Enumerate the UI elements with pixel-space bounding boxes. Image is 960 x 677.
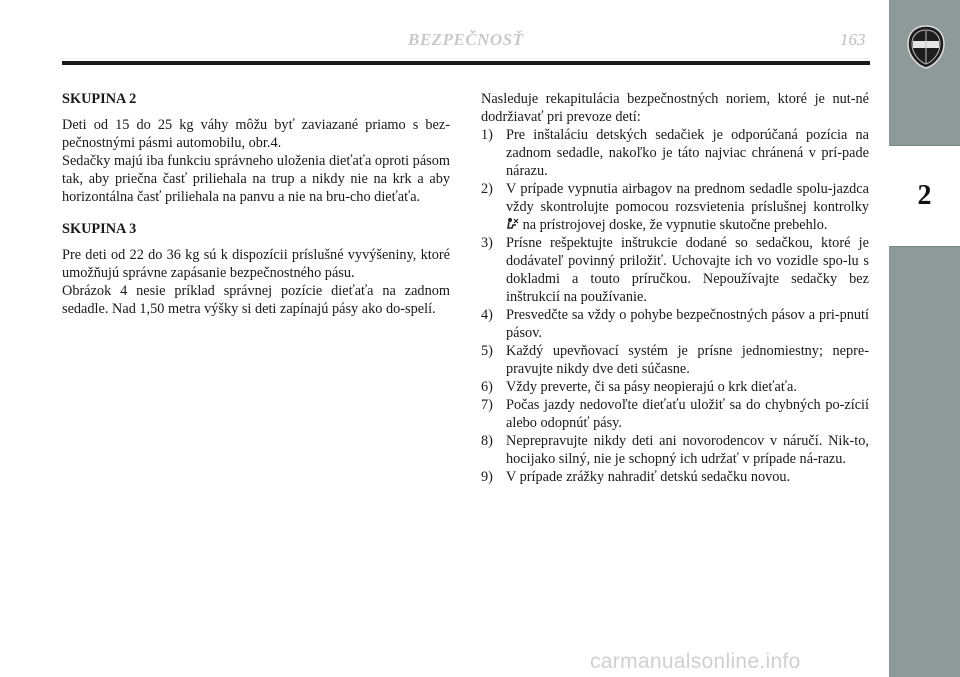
list-item-text: Vždy preverte, či sa pásy neopierajú o krk dieťaťa. [506, 379, 797, 395]
group3-para1: Pre deti od 22 do 36 kg sú k dispozícii príslušné vyvýšeniny, ktoré umožňujú správne zapásanie bezpečnostného pásu. [62, 247, 450, 281]
list-item-text: Presvedčte sa vždy o pohybe bezpečnostných pásov a pri-pnutí pásov. [506, 307, 869, 341]
list-item [481, 468, 869, 486]
list-item-number: 5) [481, 343, 493, 359]
group3-heading: SKUPINA 3 [62, 221, 137, 237]
list-item-number: 7) [481, 397, 493, 413]
right-column [481, 90, 869, 486]
rules-list [481, 126, 869, 486]
airbag-off-icon [506, 217, 519, 231]
lancia-shield-icon [906, 24, 946, 70]
watermark: carmanualsonline.info [590, 650, 801, 673]
group2-para2: Sedačky majú iba funkciu správneho uloženia dieťaťa oproti pásom tak, aby priečna časť priliehala na trup a nikdy nie na krk a aby horizontálna časť priliehala na panvu a nie na bru-cho dieťaťa. [62, 153, 450, 205]
list-item [481, 306, 869, 342]
group2-heading: SKUPINA 2 [62, 91, 137, 107]
list-item-text: V prípade zrážky nahradiť detskú sedačku novou. [506, 469, 791, 485]
list-item [481, 342, 869, 378]
header-rule-faint [62, 58, 870, 59]
group3-para2: Obrázok 4 nesie príklad správnej pozície dieťaťa na zadnom sedadle. Nad 1,50 metra výšky si deti zapínajú pásy ako do-spelí. [62, 283, 450, 317]
list-item-text: Počas jazdy nedovoľte dieťaťu uložiť sa do chybných po-zícií alebo odopnúť pásy. [506, 397, 869, 431]
list-item-number: 1) [481, 127, 493, 143]
list-item-text-cont: na prístrojovej doske, že vypnutie skutočne prebehlo. [522, 217, 828, 233]
left-column [62, 90, 450, 318]
list-item-number: 9) [481, 469, 493, 485]
list-item [481, 432, 869, 468]
list-item-number: 4) [481, 307, 493, 323]
list-item-number: 8) [481, 433, 493, 449]
list-item-text: Každý upevňovací systém je prísne jednomiestny; nepre-pravujte nikdy dve deti súčasne. [506, 343, 869, 377]
list-item [481, 378, 869, 396]
list-item-number: 3) [481, 235, 493, 251]
list-item [481, 234, 869, 306]
rules-intro: Nasleduje rekapitulácia bezpečnostných noriem, ktoré je nut-né dodržiavať pri prevoze detí: [481, 91, 869, 125]
page-number: 163 [840, 30, 866, 49]
group2-para1: Deti od 15 do 25 kg váhy môžu byť zaviazané priamo s bez-pečnostnými pásmi automobilu, obr.4. [62, 117, 450, 151]
list-item-text: V prípade vypnutia airbagov na prednom sedadle spolu-jazdca vždy skontrolujte pomocou rozsvietenia príslušnej kontrolky [506, 181, 869, 215]
chapter-tab-number: 2 [917, 180, 932, 211]
list-item-number: 6) [481, 379, 493, 395]
list-item-text: Pre inštaláciu detských sedačiek je odporúčaná pozícia na zadnom sedadle, nakoľko je táto najviac chránená v prí-pade nárazu. [506, 127, 869, 179]
list-item [481, 396, 869, 432]
list-item [481, 180, 869, 234]
list-item-text: Neprepravujte nikdy deti ani novorodencov v náručí. Nik-to, hocijako silný, nie je schopný ich udržať v prípade ná-razu. [506, 433, 869, 467]
page-header-title: BEZPEČNOSŤ [408, 30, 524, 49]
list-item [481, 126, 869, 180]
header-rule [62, 61, 870, 65]
chapter-sidebar [889, 0, 960, 677]
list-item-number: 2) [481, 181, 493, 197]
list-item-text: Prísne rešpektujte inštrukcie dodané so sedačkou, ktoré je dodávateľ povinný priložiť. Uchovajte ich vo vozidle spo-lu s dokladmi a touto príručkou. Nepoužívajte sedačky bez inštrukcií na používanie. [506, 235, 869, 305]
